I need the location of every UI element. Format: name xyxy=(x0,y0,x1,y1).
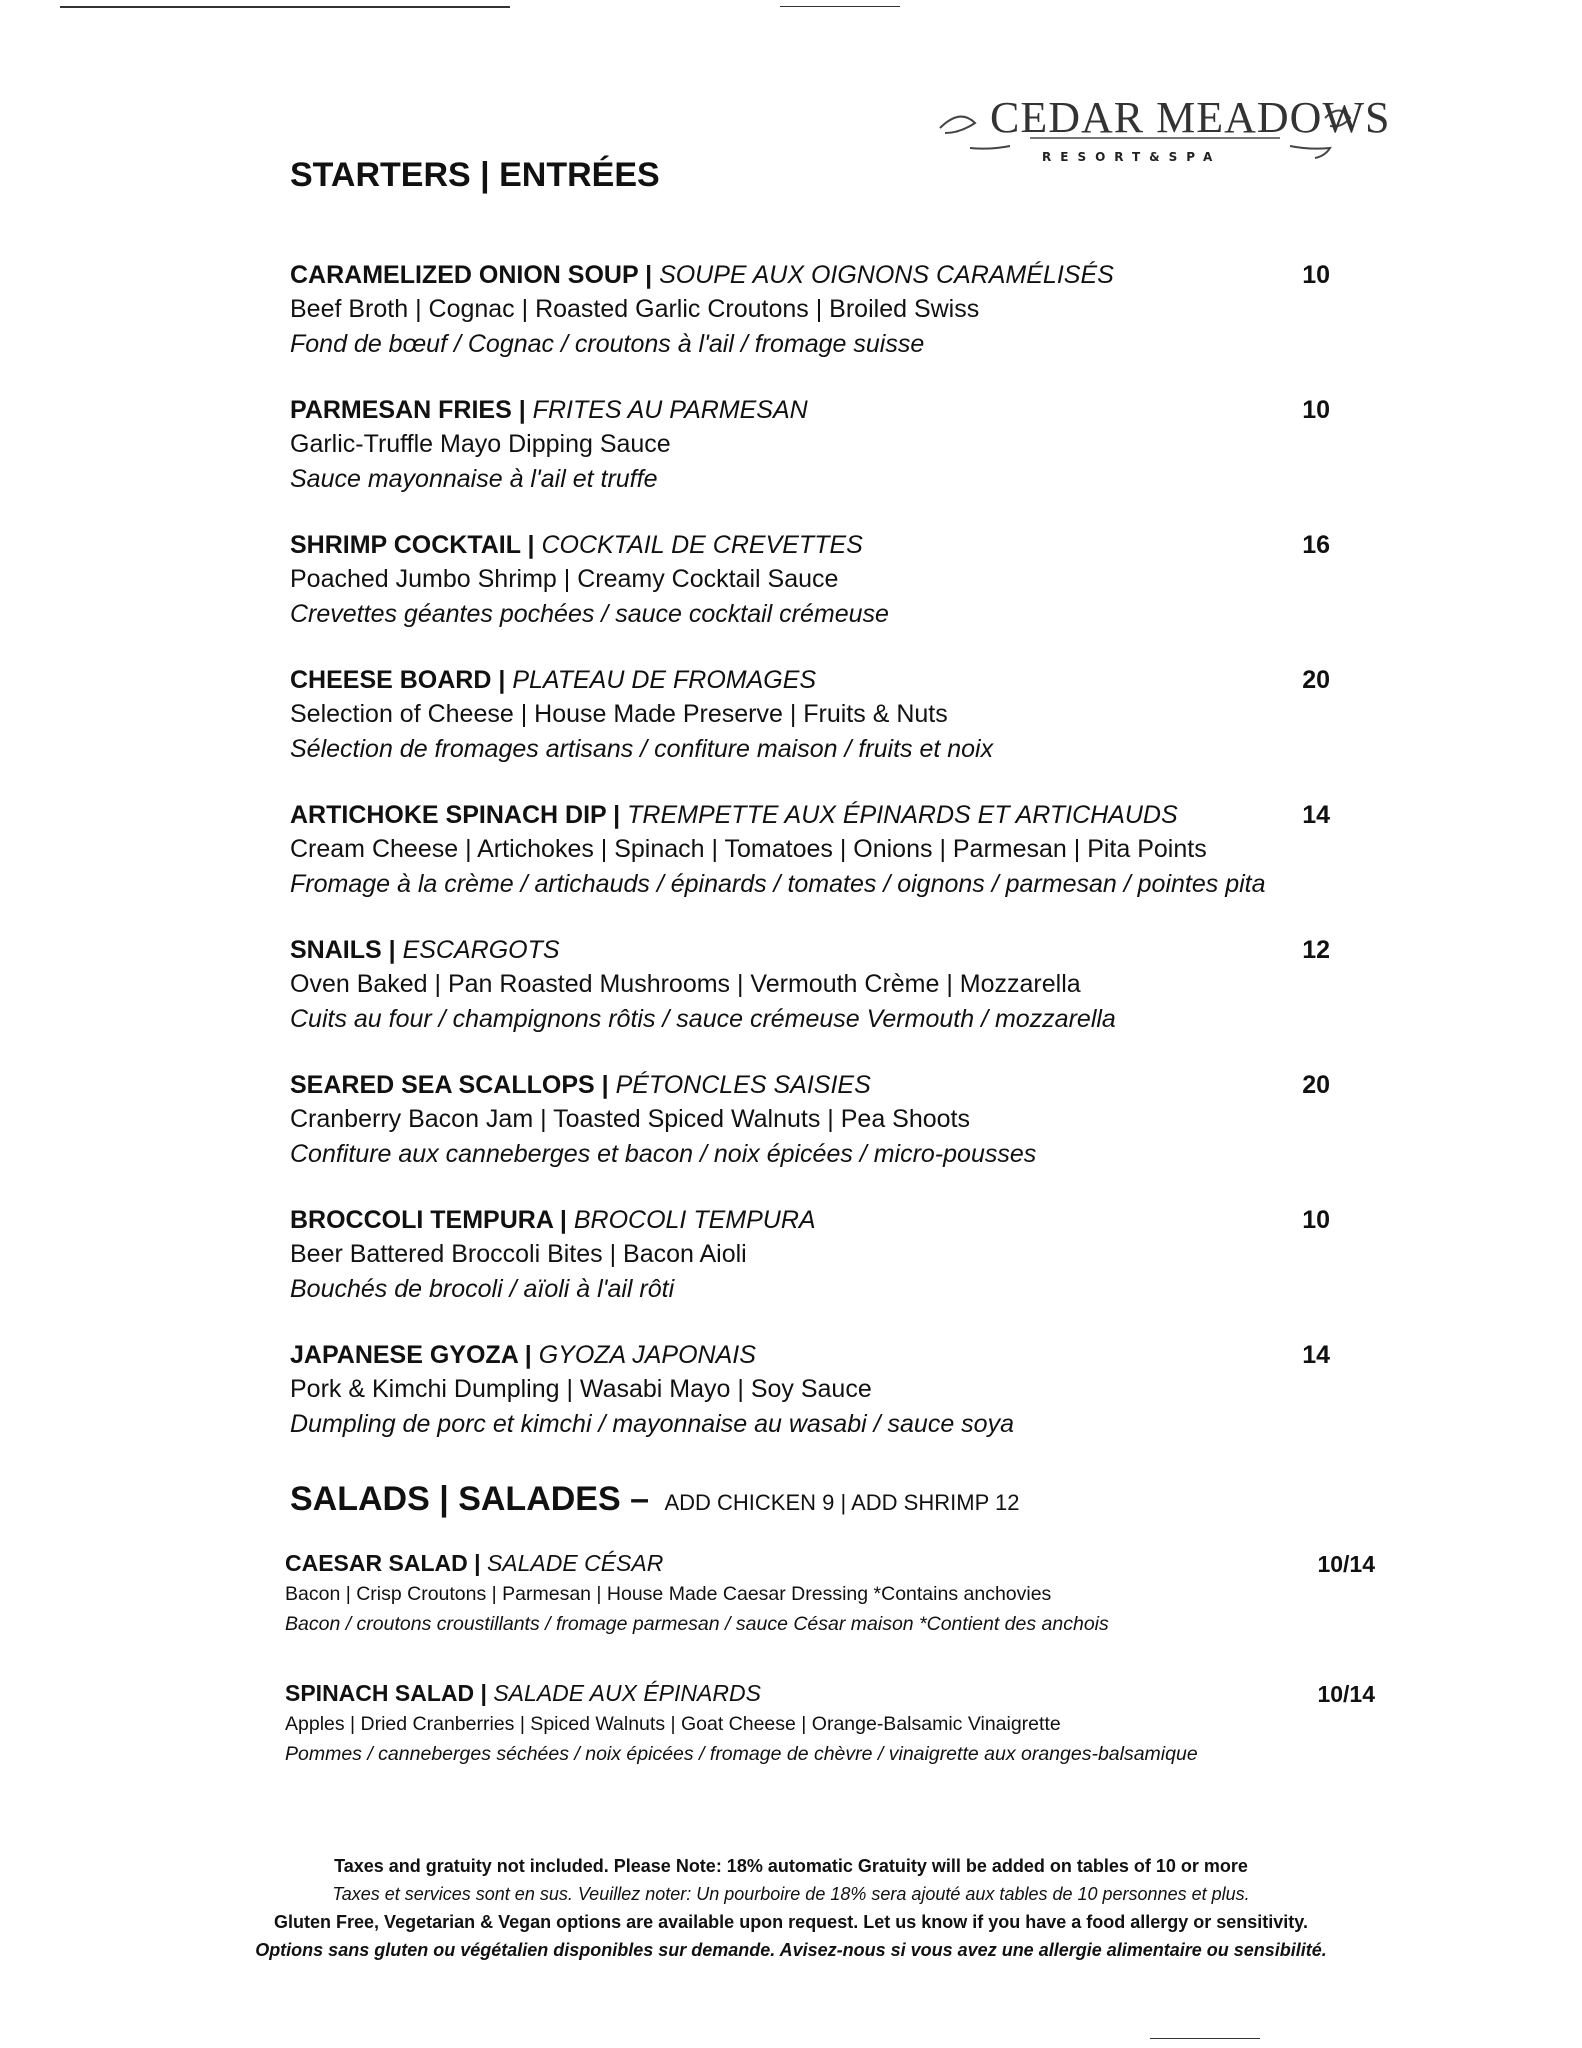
item-description: Poached Jumbo Shrimp | Creamy Cocktail Sauce xyxy=(290,565,839,593)
item-description-fr: Dumpling de porc et kimchi / mayonnaise au wasabi / sauce soya xyxy=(290,1410,1014,1438)
menu-item xyxy=(290,528,1350,663)
footer-gratuity-en: Taxes and gratuity not included. Please Note: 18% automatic Gratuity will be added on tables of 10 or more xyxy=(334,1856,1248,1876)
logo-subtitle: RESORT&SPA xyxy=(1042,150,1222,164)
item-description: Cream Cheese | Artichokes | Spinach | Tomatoes | Onions | Parmesan | Pita Points xyxy=(290,835,1207,863)
item-description: Pork & Kimchi Dumpling | Wasabi Mayo | Soy Sauce xyxy=(290,1375,872,1403)
starters-heading: STARTERS | ENTRÉES xyxy=(290,156,660,194)
item-name: SPINACH SALAD | SALADE AUX ÉPINARDS xyxy=(285,1680,761,1706)
item-name: BROCCOLI TEMPURA | BROCOLI TEMPURA xyxy=(290,1206,816,1234)
menu-item xyxy=(290,1203,1350,1338)
item-name: SEARED SEA SCALLOPS | PÉTONCLES SAISIES xyxy=(290,1071,871,1099)
salads-list xyxy=(285,1547,1375,1807)
item-price: 16 xyxy=(1302,531,1330,559)
item-description-fr: Sélection de fromages artisans / confiture maison / fruits et noix xyxy=(290,735,994,763)
resort-logo xyxy=(930,88,1391,178)
item-price: 12 xyxy=(1302,936,1330,964)
footer-allergy-en: Gluten Free, Vegetarian & Vegan options are available upon request. Let us know if you have a food allergy or sensitivity. xyxy=(274,1912,1308,1932)
item-price: 10/14 xyxy=(1317,1551,1375,1577)
salads-heading xyxy=(290,1480,1019,1519)
footer-notes xyxy=(0,1852,1582,1964)
menu-item xyxy=(285,1677,1375,1807)
item-description: Beef Broth | Cognac | Roasted Garlic Croutons | Broiled Swiss xyxy=(290,295,980,323)
item-description-fr: Fond de bœuf / Cognac / croutons à l'ail / fromage suisse xyxy=(290,330,925,358)
item-description-fr: Fromage à la crème / artichauds / épinards / tomates / oignons / parmesan / pointes pita xyxy=(290,870,1266,898)
bottom-rule xyxy=(1150,2038,1260,2039)
top-rule-left xyxy=(60,6,510,8)
item-price: 10 xyxy=(1302,261,1330,289)
item-price: 14 xyxy=(1302,1341,1330,1369)
salads-addon: ADD CHICKEN 9 | ADD SHRIMP 12 xyxy=(664,1490,1020,1515)
item-price: 20 xyxy=(1302,1071,1330,1099)
footer-allergy-fr: Options sans gluten ou végétalien disponibles sur demande. Avisez-nous si vous avez une allergie alimentaire ou sensibilité. xyxy=(255,1940,1327,1960)
salads-title: SALADS | SALADES – xyxy=(290,1480,659,1518)
item-description: Oven Baked | Pan Roasted Mushrooms | Vermouth Crème | Mozzarella xyxy=(290,970,1081,998)
menu-item xyxy=(290,798,1350,933)
menu-item xyxy=(290,393,1350,528)
item-price: 10 xyxy=(1302,396,1330,424)
item-price: 20 xyxy=(1302,666,1330,694)
menu-item xyxy=(290,258,1350,393)
item-description: Selection of Cheese | House Made Preserve | Fruits & Nuts xyxy=(290,700,948,728)
item-name: JAPANESE GYOZA | GYOZA JAPONAIS xyxy=(290,1341,756,1369)
item-description-fr: Bacon / croutons croustillants / fromage parmesan / sauce César maison *Contient des anchois xyxy=(285,1613,1109,1635)
item-description: Bacon | Crisp Croutons | Parmesan | House Made Caesar Dressing *Contains anchovies xyxy=(285,1583,1052,1605)
starters-list xyxy=(290,258,1350,1473)
footer-gratuity-fr: Taxes et services sont en sus. Veuillez noter: Un pourboire de 18% sera ajouté aux tables de 10 personnes et plus. xyxy=(332,1884,1250,1904)
item-name: SHRIMP COCKTAIL | COCKTAIL DE CREVETTES xyxy=(290,531,863,559)
item-name: SNAILS | ESCARGOTS xyxy=(290,936,560,964)
item-description-fr: Crevettes géantes pochées / sauce cocktail crémeuse xyxy=(290,600,889,628)
menu-item xyxy=(290,933,1350,1068)
item-description-fr: Confiture aux canneberges et bacon / noix épicées / micro-pousses xyxy=(290,1140,1037,1168)
item-description-fr: Sauce mayonnaise à l'ail et truffe xyxy=(290,465,658,493)
item-description: Beer Battered Broccoli Bites | Bacon Aioli xyxy=(290,1240,747,1268)
top-rule-right xyxy=(780,6,900,7)
item-price: 10/14 xyxy=(1317,1681,1375,1707)
item-name: PARMESAN FRIES | FRITES AU PARMESAN xyxy=(290,396,808,424)
item-description-fr: Cuits au four / champignons rôtis / sauce crémeuse Vermouth / mozzarella xyxy=(290,1005,1116,1033)
menu-item xyxy=(290,1338,1350,1473)
item-name: CARAMELIZED ONION SOUP | SOUPE AUX OIGNONS CARAMÉLISÉS xyxy=(290,261,1114,289)
menu-item xyxy=(285,1547,1375,1677)
menu-item xyxy=(290,1068,1350,1203)
logo-name: CEDAR MEADOWS xyxy=(990,93,1391,142)
item-description: Garlic-Truffle Mayo Dipping Sauce xyxy=(290,430,671,458)
menu-item xyxy=(290,663,1350,798)
item-description-fr: Bouchés de brocoli / aïoli à l'ail rôti xyxy=(290,1275,675,1303)
item-price: 14 xyxy=(1302,801,1330,829)
item-name: CAESAR SALAD | SALADE CÉSAR xyxy=(285,1550,664,1576)
item-name: CHEESE BOARD | PLATEAU DE FROMAGES xyxy=(290,666,817,694)
item-price: 10 xyxy=(1302,1206,1330,1234)
item-description-fr: Pommes / canneberges séchées / noix épicées / fromage de chèvre / vinaigrette aux oranges-balsamique xyxy=(285,1743,1198,1765)
item-description: Cranberry Bacon Jam | Toasted Spiced Walnuts | Pea Shoots xyxy=(290,1105,971,1133)
item-description: Apples | Dried Cranberries | Spiced Walnuts | Goat Cheese | Orange-Balsamic Vinaigrette xyxy=(285,1713,1061,1735)
item-name: ARTICHOKE SPINACH DIP | TREMPETTE AUX ÉPINARDS ET ARTICHAUDS xyxy=(290,801,1178,829)
